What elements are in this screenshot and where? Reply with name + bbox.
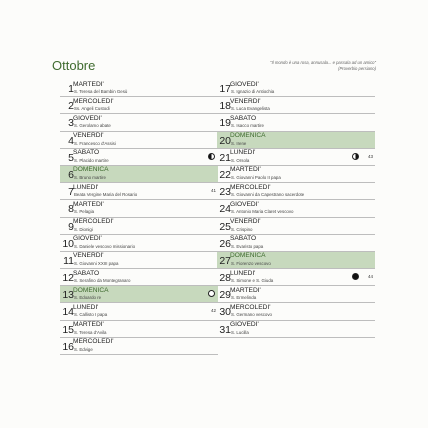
saint-name: S. Ignazio di Antiochia [231,89,275,94]
weekday-label: VENERDI' [73,132,104,140]
saint-name: S. Giovanni da Capestrano sacerdote [231,192,305,198]
weekday-label: MERCOLEDI' [73,338,114,346]
saint-name: S. Edoardo re [74,295,102,301]
weekday-label: DOMENICA [230,252,266,260]
weekday-label: GIOVEDI' [73,235,102,243]
day-row [60,218,218,235]
weekday-label: SABATO [73,149,100,157]
day-row [217,166,375,183]
day-row [60,252,218,269]
day-row [217,218,375,235]
day-number: 10 [62,237,74,250]
day-number: 19 [219,117,231,130]
day-row [217,114,375,131]
day-number: 14 [62,306,74,319]
saint-name: S. Luca Evangelista [231,106,270,112]
day-number: 5 [68,151,74,164]
day-number: 16 [62,340,74,353]
saint-name: S. Evaristo papa [231,243,264,249]
day-number: 27 [219,254,231,267]
saint-name: S. Giovanni XXIII papa [74,260,119,266]
saint-name: S. Dionigi [74,226,93,232]
day-row [217,132,375,149]
day-row [60,132,218,149]
day-row [217,321,375,338]
saint-name: S. Francesco d'Assisi [74,140,116,146]
saint-name: S. Antonio Maria Claret vescovo [231,209,294,215]
weekday-label: SABATO [230,235,257,243]
saint-name: S. Giovanni Paolo II papa [231,174,281,180]
week-number: 43 [367,153,373,159]
week-number: 44 [367,274,373,280]
day-row [60,97,218,114]
weekday-label: LUNEDI' [230,269,256,277]
day-row [60,149,218,166]
day-row [60,183,218,200]
weekday-label: MERCOLEDI' [73,97,114,105]
saint-name: S. Irene [231,140,247,146]
day-row [60,321,218,338]
day-number: 3 [68,117,74,130]
quote-text: "Il mondo è una rosa, annusala... e passala ad un amico" [270,60,376,65]
weekday-label: DOMENICA [73,166,109,174]
saint-name: S. Daniele vescovo missionario [74,243,136,249]
day-row [217,252,375,269]
week-number: 41 [210,188,216,194]
day-row [217,183,375,200]
weekday-label: LUNEDI' [73,303,99,311]
saint-name: S. Simone e S. Giuda [231,278,274,284]
day-number: 24 [219,203,231,216]
day-number: 8 [68,203,74,216]
moon-phase-icon [352,273,359,280]
moon-phase-icon [208,290,215,297]
saint-name: S. Teresa d'Avila [74,329,107,335]
day-row [217,149,375,166]
saint-name: Ss. Angeli Custodi [74,106,110,112]
day-row [60,303,218,320]
day-number: 22 [219,168,231,181]
day-number: 18 [219,100,231,113]
saint-name: S. Serafino da Montegranaro [74,278,131,284]
day-number: 25 [219,220,231,233]
day-number: 13 [62,289,74,302]
saint-name: S. Isacco martire [231,123,264,129]
day-row [217,200,375,217]
day-number: 23 [219,186,231,199]
day-row [217,303,375,320]
saint-name: S. Ermelinda [231,295,257,301]
saint-name: Beata Vergine Maria del Rosario [74,192,138,198]
weekday-label: GIOVEDI' [230,80,259,88]
month-title: Ottobre [52,58,96,73]
day-row [217,80,375,97]
day-row [217,97,375,114]
day-row [60,269,218,286]
day-number: 15 [62,323,74,336]
saint-name: S. Edvige [74,346,93,352]
day-row [60,200,218,217]
day-row [60,235,218,252]
day-number: 12 [62,272,74,285]
weekday-label: LUNEDI' [230,149,256,157]
day-number: 29 [219,289,231,302]
day-number: 2 [68,100,74,113]
day-number: 11 [63,254,74,267]
weekday-label: VENERDI' [230,218,261,225]
weekday-label: MARTEDI' [230,166,261,174]
weekday-label: GIOVEDI' [230,200,259,208]
day-number: 30 [219,306,231,319]
day-row [217,286,375,303]
day-number: 21 [219,151,231,164]
day-number: 1 [68,83,74,95]
saint-name: S. Callisto I papa [74,312,108,318]
saint-name: S. Orsola [231,157,250,163]
weekday-label: LUNEDI' [73,183,99,191]
saint-name: S. Crispino [231,226,253,232]
day-row [60,166,218,183]
moon-phase-icon [352,153,359,160]
weekday-label: DOMENICA [230,132,266,140]
quote-author: (Proverbio persiano) [338,66,376,71]
weekday-label: VENERDI' [230,97,261,105]
day-number: 4 [68,134,74,147]
day-number: 26 [219,237,231,250]
day-number: 6 [68,168,74,181]
day-number: 9 [68,220,74,233]
weekday-label: MARTEDI' [73,321,104,329]
saint-name: S. Bruno martire [74,174,106,180]
weekday-label: MARTEDI' [73,80,104,88]
weekday-label: SABATO [73,269,100,277]
weekday-label: DOMENICA [73,286,109,294]
saint-name: S. Placido martire [74,157,109,163]
weekday-label: MARTEDI' [73,200,104,208]
day-row [60,114,218,131]
day-number: 7 [68,186,74,199]
weekday-label: MARTEDI' [230,286,261,294]
days-column-right [217,80,375,338]
day-row [60,338,218,355]
moon-phase-icon [208,153,215,160]
saint-name: S. Gerolamo abate [74,123,111,129]
weekday-label: GIOVEDI' [73,114,102,122]
saint-name: S. Fiorenzo vescovo [231,260,271,266]
saint-name: S. Teresa del Bambin Gesù [74,89,128,94]
saint-name: S. Lucilla [231,329,249,335]
week-number: 42 [210,308,216,314]
day-number: 31 [219,323,231,336]
quote [216,60,376,72]
day-row [60,286,218,303]
saint-name: S. Germano vescovo [231,312,272,318]
weekday-label: MERCOLEDI' [230,183,271,191]
day-number: 17 [219,83,231,95]
days-column-left [60,80,218,355]
weekday-label: GIOVEDI' [230,321,259,329]
weekday-label: SABATO [230,114,257,122]
weekday-label: VENERDI' [73,252,104,260]
saint-name: S. Pelagia [74,209,95,215]
day-number: 28 [219,272,231,285]
day-row [60,80,218,97]
day-row [217,235,375,252]
day-number: 20 [219,134,231,147]
weekday-label: MERCOLEDI' [73,218,114,225]
day-row [217,269,375,286]
weekday-label: MERCOLEDI' [230,303,271,311]
